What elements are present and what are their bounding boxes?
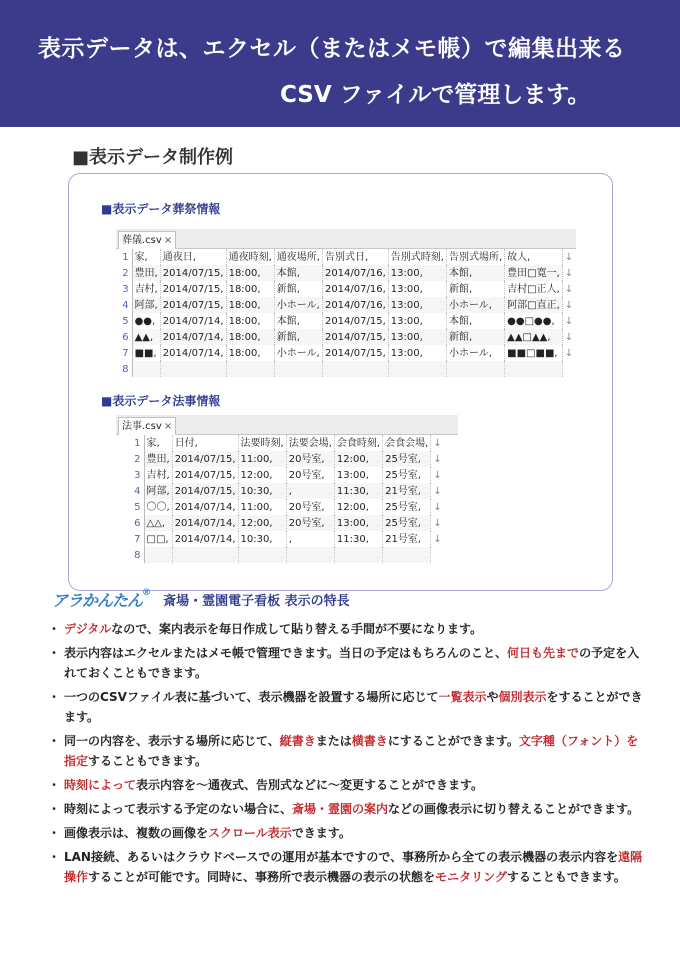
csv-cell[interactable]: 13:00, [334,467,382,483]
csv-cell[interactable]: 20号室, [286,467,334,483]
bullet-mark: ・ [48,850,61,864]
feature-item [48,643,648,683]
line-number: 6 [116,329,132,345]
line-end-mark: ↓ [564,299,574,311]
feature-text: 表示内容を〜通夜式、告別式などに〜変更することができます。 [136,778,484,792]
csv-cell[interactable]: 25号室, [383,451,431,467]
feature-text: することが可能です。同時に、事務所で表示機器の表示の状態を [88,870,436,884]
feature-text: することもできます。 [506,870,626,884]
csv-cell[interactable]: 新館, [446,281,504,297]
line-end-mark: ↓ [564,283,574,295]
csv-cell[interactable]: 新館, [274,329,322,345]
csv-cell[interactable]: 2014/07/14, [160,329,226,345]
csv-cell[interactable]: 吉村□正人, [505,281,563,297]
csv-cell[interactable]: 吉村, [132,281,160,297]
line-end-mark: ↓ [433,453,442,465]
line-number: 2 [116,451,144,467]
csv-cell[interactable]: 法要会場, [286,435,334,451]
csv-cell[interactable]: ▲▲, [132,329,160,345]
csv-cell[interactable] [274,361,322,377]
line-end-mark: ↓ [433,533,442,545]
line-end-mark [431,547,447,563]
memorial-tab-bar [116,415,458,435]
tab-memorial-csv[interactable] [118,417,176,435]
csv-cell[interactable] [286,547,334,563]
csv-row [116,467,447,483]
close-icon[interactable]: × [163,235,173,246]
csv-cell[interactable]: 21号室, [383,483,431,499]
csv-cell[interactable]: 豊田, [144,451,172,467]
logo-text: アラかんたん [52,591,143,610]
bullet-mark: ・ [48,802,61,816]
feature-text: 画像表示は、複数の画像を [64,826,209,840]
csv-cell[interactable]: 18:00, [226,345,274,361]
line-end-mark: ↓ [564,315,574,327]
csv-cell[interactable]: 本館, [446,313,504,329]
line-number: 4 [116,483,144,499]
csv-cell[interactable]: 11:30, [334,483,382,499]
csv-cell[interactable]: 阿部, [144,483,172,499]
features-list [48,619,648,891]
csv-cell[interactable]: 小ホール, [446,297,504,313]
csv-cell[interactable]: 2014/07/15, [160,265,226,281]
memorial-csv-table [116,435,447,563]
csv-cell[interactable] [446,361,504,377]
csv-cell[interactable]: 阿部, [132,297,160,313]
feature-item [48,775,648,795]
csv-cell[interactable]: 25号室, [383,515,431,531]
csv-cell[interactable]: 18:00, [226,313,274,329]
highlight-text: 遠隔操作 [64,850,643,884]
memorial-csv-sheet [116,415,458,563]
banner-line-1: 表示データは、エクセル（またはメモ帳）で編集出来る [38,36,626,62]
feature-item [48,619,648,639]
line-end-mark: ↓ [564,251,574,263]
csv-row [116,515,447,531]
csv-row [116,249,576,265]
csv-row [116,483,447,499]
feature-text: 同一の内容を、表示する場所に応じて、 [64,734,280,748]
csv-cell[interactable]: 阿部□直正, [505,297,563,313]
csv-cell[interactable]: 本館, [274,265,322,281]
feature-text: の予定を入れておくこともできます。 [64,646,640,680]
csv-cell[interactable]: 12:00, [334,499,382,515]
line-end-mark [562,361,576,377]
csv-cell[interactable]: 2014/07/14, [172,515,238,531]
line-end-mark: ↓ [564,347,574,359]
csv-cell[interactable]: 18:00, [226,297,274,313]
csv-row [116,297,576,313]
tab-label: 葬儀.csv [122,235,162,246]
feature-text: などの画像表示に切り替えることができます。 [388,802,640,816]
csv-cell[interactable]: 20号室, [286,515,334,531]
csv-cell[interactable]: 13:00, [388,297,446,313]
csv-cell[interactable]: 12:00, [238,515,286,531]
csv-cell[interactable]: 本館, [274,313,322,329]
csv-cell[interactable]: 18:00, [226,265,274,281]
line-number: 8 [116,547,144,563]
csv-cell[interactable] [144,547,172,563]
csv-cell[interactable]: 2014/07/16, [322,281,388,297]
csv-cell[interactable]: 13:00, [388,265,446,281]
highlight-text: デジタル [64,622,112,636]
csv-cell[interactable] [383,547,431,563]
csv-cell[interactable]: 小ホール, [274,345,322,361]
close-icon[interactable]: × [163,421,173,432]
csv-cell[interactable]: , [286,483,334,499]
highlight-text: 横書き [351,734,388,748]
csv-cell[interactable]: 2014/07/15, [172,451,238,467]
csv-cell[interactable]: 10:30, [238,531,286,547]
csv-row [116,361,576,377]
csv-cell[interactable]: 会食時刻, [334,435,382,451]
bullet-mark: ・ [48,646,61,660]
csv-cell[interactable] [505,361,563,377]
features-title: 斎場・霊園電子看板 表示の特長 [163,594,350,609]
csv-cell[interactable]: □□, [144,531,172,547]
csv-cell[interactable]: 本館, [446,265,504,281]
csv-cell[interactable]: 告別式日, [322,249,388,265]
feature-item [48,823,648,843]
csv-cell[interactable]: 豊田, [132,265,160,281]
csv-cell[interactable]: 日付, [172,435,238,451]
highlight-text: 文字種（フォント）を指定 [64,734,639,768]
csv-cell[interactable]: 2014/07/15, [160,281,226,297]
csv-cell[interactable]: 2014/07/15, [172,483,238,499]
feature-text: できます。 [291,826,351,840]
csv-row [116,281,576,297]
line-number: 8 [116,361,132,377]
bullet-mark: ・ [48,690,61,704]
line-end-mark: ↓ [564,267,574,279]
csv-cell[interactable]: 吉村, [144,467,172,483]
csv-row [116,499,447,515]
feature-text: または [315,734,352,748]
funeral-csv-table [116,249,576,377]
csv-cell[interactable]: ●●, [132,313,160,329]
csv-cell[interactable] [322,361,388,377]
csv-cell[interactable]: 2014/07/16, [322,265,388,281]
highlight-text: 斎場・霊園の案内 [292,802,389,816]
csv-cell[interactable]: 13:00, [388,281,446,297]
line-number: 6 [116,515,144,531]
funeral-csv-sheet [116,229,576,377]
line-number: 7 [116,531,144,547]
csv-cell[interactable]: 小ホール, [446,345,504,361]
csv-cell[interactable]: 通夜場所, [274,249,322,265]
feature-item [48,799,648,819]
csv-cell[interactable]: 2014/07/15, [322,313,388,329]
csv-cell[interactable]: 新館, [446,329,504,345]
csv-cell[interactable]: ■■□■■, [505,345,563,361]
csv-cell[interactable] [226,361,274,377]
feature-text: や [486,690,499,704]
csv-cell[interactable]: 21号室, [383,531,431,547]
csv-cell[interactable]: 13:00, [388,345,446,361]
csv-cell[interactable]: 11:00, [238,451,286,467]
csv-cell[interactable]: 2014/07/14, [160,313,226,329]
csv-cell[interactable]: 2014/07/15, [322,345,388,361]
csv-cell[interactable]: 11:00, [238,499,286,515]
csv-cell[interactable] [334,547,382,563]
line-end-mark: ↓ [433,517,442,529]
csv-cell[interactable]: 2014/07/14, [172,499,238,515]
csv-cell[interactable]: 25号室, [383,499,431,515]
feature-text: LAN接続、あるいはクラウドベースでの運用が基本ですので、事務所から全ての表示機器の表示内容を [64,850,619,864]
csv-cell[interactable]: 2014/07/16, [322,297,388,313]
csv-row [116,435,447,451]
bullet-mark: ・ [48,734,61,748]
banner-line-2: CSV ファイルで管理します。 [280,82,591,108]
highlight-text: モニタリング [435,870,507,884]
brand-logo [52,588,150,611]
csv-cell[interactable] [172,547,238,563]
csv-cell[interactable]: 18:00, [226,329,274,345]
feature-text: することもできます。 [88,754,208,768]
line-end-mark: ↓ [564,331,574,343]
csv-cell[interactable]: ●●□●●, [505,313,563,329]
line-number: 1 [116,249,132,265]
feature-text: 表示内容はエクセルまたはメモ帳で管理できます。当日の予定はもちろんのこと、 [64,646,508,660]
csv-row [116,547,447,563]
line-number: 4 [116,297,132,313]
highlight-text: 何日も先まで [507,646,580,660]
csv-cell[interactable]: 家, [132,249,160,265]
csv-cell[interactable]: 10:30, [238,483,286,499]
csv-row [116,329,576,345]
csv-cell[interactable]: 故人, [505,249,563,265]
line-end-mark: ↓ [433,469,442,481]
csv-cell[interactable]: △△, [144,515,172,531]
feature-text: なので、案内表示を毎日作成して貼り替える手間が不要になります。 [111,622,483,636]
csv-row [116,451,447,467]
csv-cell[interactable]: 18:00, [226,281,274,297]
feature-text: 一つのCSVファイル表に基づいて、表示機器を設置する場所に応じて [64,690,439,704]
csv-cell[interactable]: 11:30, [334,531,382,547]
csv-cell[interactable]: 通夜日, [160,249,226,265]
line-number: 1 [116,435,144,451]
funeral-tab-bar [116,229,576,249]
tab-label: 法事.csv [122,421,162,432]
csv-cell[interactable]: 新館, [274,281,322,297]
csv-cell[interactable] [238,547,286,563]
line-number: 3 [116,467,144,483]
feature-text: をすることができます。 [64,690,643,724]
csv-cell[interactable]: 13:00, [334,515,382,531]
line-number: 3 [116,281,132,297]
csv-cell[interactable]: 法要時刻, [238,435,286,451]
line-end-mark: ↓ [433,485,442,497]
csv-cell[interactable]: 豊田□寛一, [505,265,563,281]
csv-cell[interactable]: 会食会場, [383,435,431,451]
csv-cell[interactable]: 2014/07/15, [322,329,388,345]
csv-cell[interactable]: 25号室, [383,467,431,483]
header-banner [0,0,680,127]
highlight-text: 個別表示 [498,690,547,704]
csv-cell[interactable] [388,361,446,377]
csv-cell[interactable]: 20号室, [286,499,334,515]
line-number: 5 [116,499,144,515]
csv-row [116,345,576,361]
csv-cell[interactable]: 告別式時刻, [388,249,446,265]
csv-cell[interactable]: 〇〇, [144,499,172,515]
feature-item [48,847,648,887]
csv-cell[interactable]: 13:00, [388,313,446,329]
registered-mark: ® [142,588,151,598]
line-number: 2 [116,265,132,281]
example-panel [68,173,613,591]
bullet-mark: ・ [48,826,61,840]
csv-cell[interactable]: 2014/07/15, [172,467,238,483]
csv-cell[interactable]: 12:00, [334,451,382,467]
highlight-text: 縦書き [279,734,316,748]
csv-cell[interactable]: 告別式場所, [446,249,504,265]
csv-row [116,313,576,329]
csv-cell[interactable]: ■■, [132,345,160,361]
csv-cell[interactable] [132,361,160,377]
csv-cell[interactable]: 家, [144,435,172,451]
csv-cell[interactable] [160,361,226,377]
line-end-mark: ↓ [433,501,442,513]
feature-item [48,731,648,771]
line-number: 7 [116,345,132,361]
features-header [52,588,350,612]
csv-cell[interactable]: 2014/07/15, [160,297,226,313]
feature-text: 時刻によって表示する予定のない場合に、 [64,802,293,816]
csv-cell[interactable]: , [286,531,334,547]
funeral-data-title: ■表示データ葬祭情報 [101,202,221,216]
csv-cell[interactable]: 2014/07/14, [160,345,226,361]
section-title: ■表示データ制作例 [72,147,234,168]
csv-row [116,531,447,547]
highlight-text: スクロール表示 [208,826,292,840]
csv-cell[interactable]: 2014/07/14, [172,531,238,547]
csv-cell[interactable]: 20号室, [286,451,334,467]
highlight-text: 一覧表示 [438,690,487,704]
csv-row [116,265,576,281]
bullet-mark: ・ [48,622,61,636]
csv-cell[interactable]: 12:00, [238,467,286,483]
memorial-data-title: ■表示データ法事情報 [101,394,221,408]
bullet-mark: ・ [48,778,61,792]
csv-cell[interactable]: 13:00, [388,329,446,345]
highlight-text: 時刻によって [64,778,137,792]
line-end-mark: ↓ [433,437,442,449]
tab-funeral-csv[interactable] [118,231,176,249]
csv-cell[interactable]: 小ホール, [274,297,322,313]
feature-item [48,687,648,727]
feature-text: にすることができます。 [387,734,519,748]
csv-cell[interactable]: ▲▲□▲▲, [505,329,563,345]
line-number: 5 [116,313,132,329]
csv-cell[interactable]: 通夜時刻, [226,249,274,265]
